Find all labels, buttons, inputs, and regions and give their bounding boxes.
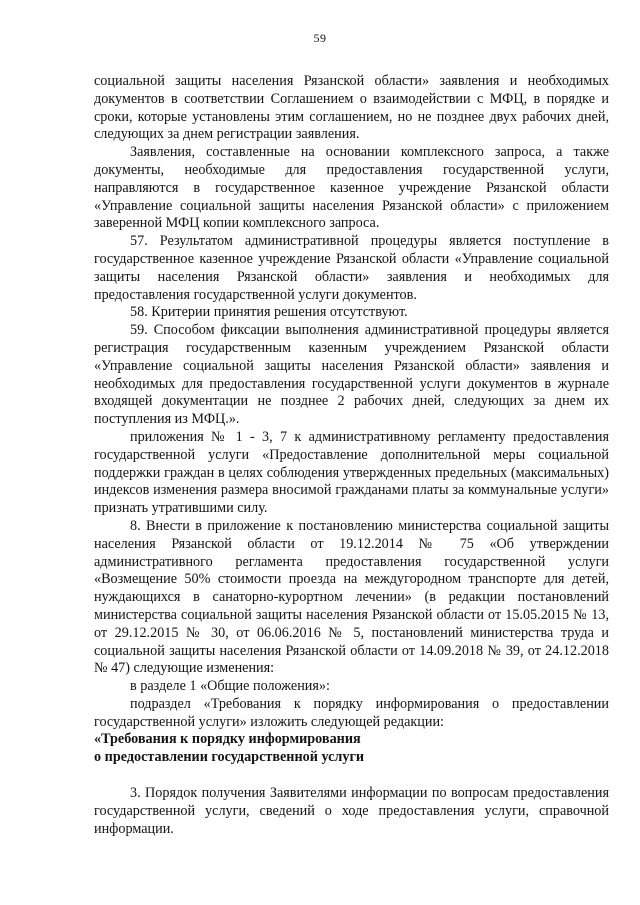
paragraph-item-3: 3. Порядок получения Заявителями информации по вопросам предоставления государственной услуги, сведений о ходе предоставления услуги, справочной информации. (94, 785, 609, 837)
section-heading-line-2: о предоставлении государственной услуги (94, 749, 365, 766)
document-body (94, 73, 609, 838)
paragraph-item-8: 8. Внести в приложение к постановлению министерства социальной защиты населения Рязанской области от 19.12.2014 № 75 «Об утверждении административного регламента предоставления государственной услуги «Возмещение 50% стоимости проезда на междугородном транспорте для детей, нуждающихся в санаторно-курортном лечении» (в редакции постановлений министерства социальной защиты населения Рязанской области от 15.05.2015 № 13, от 29.12.2015 № 30, от 06.06.2016 № 5, постановлений министерства труда и социальной защиты населения Рязанской области от 14.09.2018 № 39, от 24.12.2018 № 47) следующие изменения: (94, 517, 609, 677)
paragraph-appendices-void: приложения № 1 - 3, 7 к административному регламенту предоставления государственной услуги «Предоставление дополнительной меры социальной поддержки граждан в целях соблюдения утвержденных предельных (максимальных) индексов изменения размера вносимой гражданами платы за коммунальные услуги» признать утратившими силу. (94, 428, 609, 517)
paragraph-item-59: 59. Способом фиксации выполнения административной процедуры является регистрация государственным казенным учреждением Рязанской области «Управление социальной защиты населения Рязанской области» заявления и необходимых для предоставления государственной услуги документов в журнале входящей документации не позднее 2 рабочих дней, следующих за днем их поступления из МФЦ.». (94, 322, 609, 428)
spacer (94, 767, 609, 785)
paragraph-item-57: 57. Результатом административной процедуры является поступление в государственное казенное учреждение Рязанской области «Управление социальной защиты населения Рязанской области» заявления и необходимых для предоставления государственной услуги документов. (94, 233, 609, 303)
paragraph-item-58: 58. Критерии принятия решения отсутствуют. (130, 304, 408, 321)
page-number: 59 (313, 31, 327, 45)
section-heading-line-1: «Требования к порядку информирования (94, 731, 361, 748)
paragraph-complex-request: Заявления, составленные на основании комплексного запроса, а также документы, необходимые для предоставления государственной услуги, направляются в государственное казенное учреждение Рязанской области «Управление социальной защиты населения Рязанской области» с приложением заверенной МФЦ копии комплексного запроса. (94, 144, 609, 232)
paragraph-subsection: подраздел «Требования к порядку информирования о предоставлении государственной услуги» изложить следующей редакции: (94, 695, 609, 730)
paragraph-continuation: социальной защиты населения Рязанской области» заявления и необходимых документов в соответствии Соглашением о взаимодействии с МФЦ, в порядке и сроки, которые установлены этим соглашением, но не позднее двух рабочих дней, следующих за днем регистрации заявления. (94, 73, 609, 143)
paragraph-section-1: в разделе 1 «Общие положения»: (130, 678, 330, 695)
